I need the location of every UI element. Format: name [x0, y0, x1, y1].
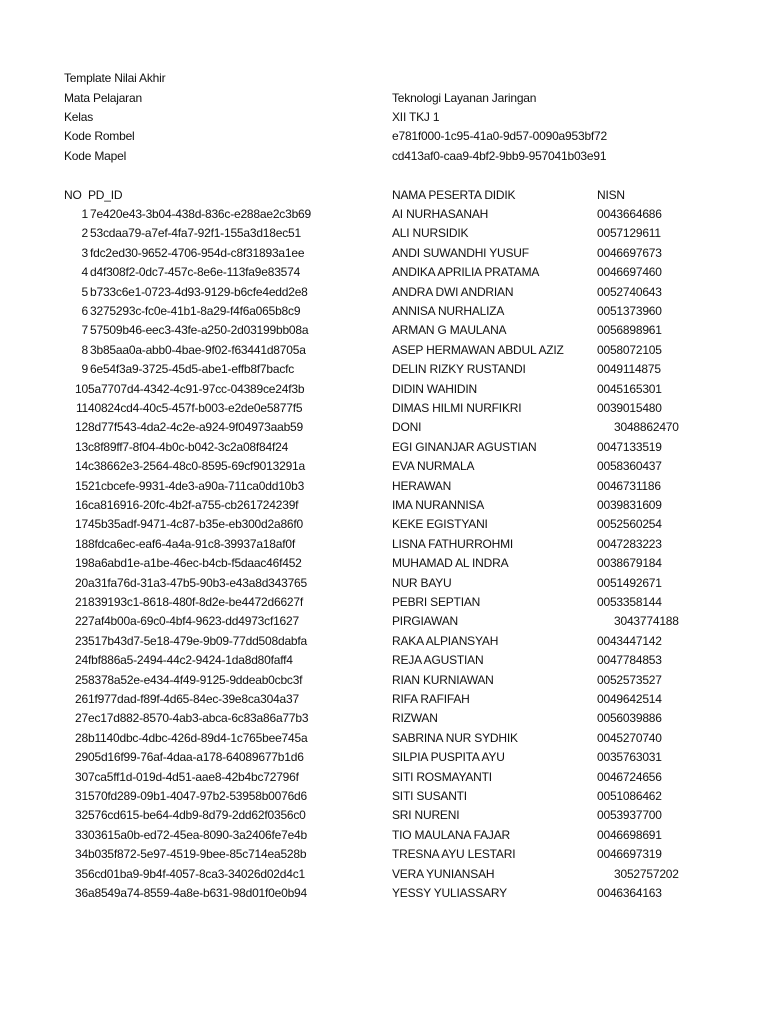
row-pd-id: 8a6abd1e-a1be-46ec-b4cb-f5daac46f452	[88, 556, 302, 570]
row-nisn: 0045270740	[597, 731, 662, 745]
row-nama: DIDIN WAHIDIN	[392, 382, 477, 396]
row-nisn: 0051086462	[597, 789, 662, 803]
row-nama: ANDI SUWANDHI YUSUF	[392, 246, 529, 260]
row-nama: RIAN KURNIAWAN	[392, 673, 494, 687]
row-nama: RAKA ALPIANSYAH	[392, 634, 499, 648]
row-pd-id: 6e54f3a9-3725-45d5-abe1-effb8f7bacfc	[90, 362, 295, 376]
mata-pelajaran-label: Mata Pelajaran	[64, 91, 142, 105]
row-pd-id: 839193c1-8618-480f-8d2e-be4472d6627f	[88, 595, 303, 609]
row-number: 7	[81, 323, 88, 337]
row-number: 16	[75, 498, 88, 512]
row-pd-id: 57509b46-eec3-43fe-a250-2d03199bb08a	[90, 323, 309, 337]
row-number: 10	[75, 382, 88, 396]
row-number: 19	[75, 556, 88, 570]
row-number: 33	[75, 828, 88, 842]
row-nama: SILPIA PUSPITA AYU	[392, 750, 505, 764]
row-number: 30	[75, 770, 88, 784]
row-pd-id: 45b35adf-9471-4c87-b35e-eb300d2a86f0	[88, 517, 303, 531]
row-pd-id: 05d16f99-76af-4daa-a178-64089677b1d6	[88, 750, 304, 764]
row-nisn: 0046698691	[597, 828, 662, 842]
row-nisn: 0047133519	[597, 440, 662, 454]
row-number: 28	[75, 731, 88, 745]
row-number: 26	[75, 692, 88, 706]
row-nisn: 0046724656	[597, 770, 662, 784]
row-nama: KEKE EGISTYANI	[392, 517, 488, 531]
row-nama: ARMAN G MAULANA	[392, 323, 507, 337]
row-nama: DIMAS HILMI NURFIKRI	[392, 401, 522, 415]
row-nisn: 0039015480	[597, 401, 662, 415]
row-nisn: 3043774188	[614, 614, 679, 628]
row-pd-id: 8d77f543-4da2-4c2e-a924-9f04973aab59	[88, 420, 303, 434]
row-pd-id: fdc2ed30-9652-4706-954d-c8f31893a1ee	[90, 246, 305, 260]
row-pd-id: 7ca5ff1d-019d-4d51-aae8-42b4bc72796f	[88, 770, 299, 784]
row-pd-id: d4f308f2-0dc7-457c-8e6e-113fa9e83574	[90, 265, 301, 279]
row-nisn: 0039831609	[597, 498, 662, 512]
row-number: 18	[75, 537, 88, 551]
row-nisn: 0046697319	[597, 847, 662, 861]
row-number: 12	[75, 420, 88, 434]
row-nama: TIO MAULANA FAJAR	[392, 828, 510, 842]
row-nisn: 0052740643	[597, 285, 662, 299]
kode-rombel-value: e781f000-1c95-41a0-9d57-0090a953bf72	[392, 129, 607, 143]
row-nisn: 0058360437	[597, 459, 662, 473]
row-pd-id: 570fd289-09b1-4047-97b2-53958b0076d6	[88, 789, 308, 803]
row-nisn: 0049642514	[597, 692, 662, 706]
row-nisn: 0043447142	[597, 634, 662, 648]
row-nama: IMA NURANNISA	[392, 498, 485, 512]
row-nama: HERAWAN	[392, 479, 452, 493]
row-number: 32	[75, 808, 88, 822]
row-nisn: 0038679184	[597, 556, 662, 570]
row-number: 5	[81, 285, 88, 299]
row-pd-id: fbf886a5-2494-44c2-9424-1da8d80faff4	[88, 653, 293, 667]
kode-rombel-label: Kode Rombel	[64, 129, 135, 143]
row-nisn: 0053358144	[597, 595, 662, 609]
row-nisn: 0046697460	[597, 265, 662, 279]
row-nisn: 0043664686	[597, 207, 662, 221]
column-header-nama: NAMA PESERTA DIDIK	[392, 188, 516, 202]
row-pd-id: ec17d882-8570-4ab3-abca-6c83a86a77b3	[88, 711, 309, 725]
row-nisn: 3048862470	[614, 420, 679, 434]
row-nama: DELIN RIZKY RUSTANDI	[392, 362, 526, 376]
row-nama: PEBRI SEPTIAN	[392, 595, 481, 609]
row-pd-id: 517b43d7-5e18-479e-9b09-77dd508dabfa	[88, 634, 308, 648]
column-header-nisn: NISN	[597, 188, 625, 202]
row-number: 36	[75, 886, 88, 900]
row-nama: NUR BAYU	[392, 576, 452, 590]
row-nama: LISNA FATHURROHMI	[392, 537, 514, 551]
row-pd-id: 576cd615-be64-4db9-8d79-2dd62f0356c0	[88, 808, 306, 822]
row-pd-id: 8fdca6ec-eaf6-4a4a-91c8-39937a18af0f	[88, 537, 295, 551]
row-nisn: 0045165301	[597, 382, 662, 396]
kode-mapel-value: cd413af0-caa9-4bf2-9bb9-957041b03e91	[392, 149, 607, 163]
row-number: 14	[75, 459, 88, 473]
row-nisn: 0047784853	[597, 653, 662, 667]
row-nisn: 0056039886	[597, 711, 662, 725]
row-nisn: 0057129611	[597, 226, 661, 240]
row-number: 1	[81, 207, 88, 221]
kelas-label: Kelas	[64, 110, 94, 124]
row-pd-id: c38662e3-2564-48c0-8595-69cf9013291a	[88, 459, 305, 473]
row-number: 34	[75, 847, 88, 861]
row-nama: YESSY YULIASSARY	[392, 886, 507, 900]
row-nama: MUHAMAD AL INDRA	[392, 556, 509, 570]
row-number: 24	[75, 653, 88, 667]
row-nisn: 0046364163	[597, 886, 662, 900]
row-nama: DONI	[392, 420, 422, 434]
row-number: 23	[75, 634, 88, 648]
row-pd-id: 03615a0b-ed72-45ea-8090-3a2406fe7e4b	[88, 828, 308, 842]
row-number: 11	[75, 401, 88, 415]
row-number: 15	[75, 479, 88, 493]
row-nama: SITI ROSMAYANTI	[392, 770, 492, 784]
row-number: 20	[75, 576, 88, 590]
row-nama: ASEP HERMAWAN ABDUL AZIZ	[392, 343, 564, 357]
row-nama: REJA AGUSTIAN	[392, 653, 484, 667]
document-title: Template Nilai Akhir	[64, 71, 166, 85]
row-pd-id: 53cdaa79-a7ef-4fa7-92f1-155a3d18ec51	[90, 226, 301, 240]
row-nama: ANDIKA APRILIA PRATAMA	[392, 265, 540, 279]
row-nama: VERA YUNIANSAH	[392, 867, 495, 881]
column-header-pd-id: PD_ID	[88, 188, 123, 202]
row-number: 17	[75, 517, 88, 531]
row-pd-id: c8f89ff7-8f04-4b0c-b042-3c2a08f84f24	[88, 440, 289, 454]
row-nama: ANNISA NURHALIZA	[392, 304, 505, 318]
row-pd-id: 40824cd4-40c5-457f-b003-e2de0e5877f5	[88, 401, 303, 415]
row-pd-id: 6cd01ba9-9b4f-4057-8ca3-34026d02d4c1	[88, 867, 305, 881]
row-pd-id: 5a7707d4-4342-4c91-97cc-04389ce24f3b	[88, 382, 305, 396]
row-nisn: 0052560254	[597, 517, 662, 531]
row-nama: AI NURHASANAH	[392, 207, 489, 221]
row-number: 22	[75, 614, 88, 628]
row-nisn: 0046731186	[597, 479, 661, 493]
row-pd-id: b1140dbc-4dbc-426d-89d4-1c765bee745a	[88, 731, 308, 745]
row-number: 13	[75, 440, 88, 454]
row-nisn: 0052573527	[597, 673, 662, 687]
row-nama: TRESNA AYU LESTARI	[392, 847, 516, 861]
row-pd-id: ca816916-20fc-4b2f-a755-cb261724239f	[88, 498, 299, 512]
row-pd-id: 7e420e43-3b04-438d-836c-e288ae2c3b69	[90, 207, 311, 221]
row-nisn: 0047283223	[597, 537, 662, 551]
row-pd-id: 3275293c-fc0e-41b1-8a29-f4f6a065b8c9	[90, 304, 301, 318]
row-nisn: 0058072105	[597, 343, 662, 357]
row-pd-id: 7af4b00a-69c0-4bf4-9623-dd4973cf1627	[88, 614, 299, 628]
row-pd-id: 3b85aa0a-abb0-4bae-9f02-f63441d8705a	[90, 343, 306, 357]
row-pd-id: a8549a74-8559-4a8e-b631-98d01f0e0b94	[88, 886, 308, 900]
row-number: 21	[75, 595, 88, 609]
row-pd-id: b733c6e1-0723-4d93-9129-b6cfe4edd2e8	[90, 285, 308, 299]
row-nama: SABRINA NUR SYDHIK	[392, 731, 518, 745]
kode-mapel-label: Kode Mapel	[64, 149, 127, 163]
row-pd-id: b035f872-5e97-4519-9bee-85c714ea528b	[88, 847, 307, 861]
row-pd-id: 1f977dad-f89f-4d65-84ec-39e8ca304a37	[88, 692, 299, 706]
row-nama: ALI NURSIDIK	[392, 226, 469, 240]
row-nisn: 0051373960	[597, 304, 662, 318]
row-number: 3	[81, 246, 88, 260]
row-nisn: 0053937700	[597, 808, 662, 822]
row-pd-id: 21cbcefe-9931-4de3-a90a-711ca0dd10b3	[88, 479, 305, 493]
row-nama: ANDRA DWI ANDRIAN	[392, 285, 514, 299]
row-nisn: 0049114875	[597, 362, 661, 376]
row-nisn: 0046697673	[597, 246, 662, 260]
row-nisn: 0051492671	[597, 576, 662, 590]
row-nama: EVA NURMALA	[392, 459, 475, 473]
row-nama: PIRGIAWAN	[392, 614, 458, 628]
row-nisn: 0056898961	[597, 323, 662, 337]
mata-pelajaran-value: Teknologi Layanan Jaringan	[392, 91, 537, 105]
row-pd-id: a31fa76d-31a3-47b5-90b3-e43a8d343765	[88, 576, 308, 590]
row-number: 2	[81, 226, 88, 240]
row-number: 4	[81, 265, 88, 279]
row-number: 9	[81, 362, 88, 376]
row-number: 8	[81, 343, 88, 357]
row-nama: RIFA RAFIFAH	[392, 692, 470, 706]
row-number: 35	[75, 867, 88, 881]
row-nisn: 0035763031	[597, 750, 662, 764]
row-number: 27	[75, 711, 88, 725]
row-nama: EGI GINANJAR AGUSTIAN	[392, 440, 537, 454]
row-number: 6	[81, 304, 88, 318]
row-number: 25	[75, 673, 88, 687]
row-nama: RIZWAN	[392, 711, 438, 725]
row-nama: SITI SUSANTI	[392, 789, 467, 803]
row-number: 29	[75, 750, 88, 764]
row-nisn: 3052757202	[614, 867, 679, 881]
row-number: 31	[75, 789, 88, 803]
row-pd-id: 8378a52e-e434-4f49-9125-9ddeab0cbc3f	[88, 673, 303, 687]
row-nama: SRI NURENI	[392, 808, 460, 822]
kelas-value: XII TKJ 1	[392, 110, 440, 124]
column-header-no: NO	[64, 188, 82, 202]
